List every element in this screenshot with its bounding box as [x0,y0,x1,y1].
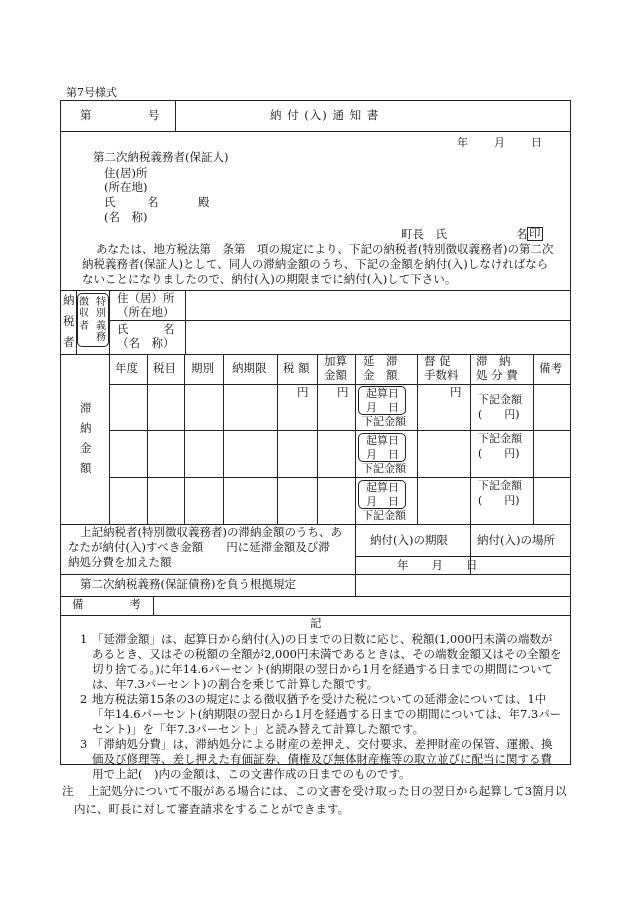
unit-yen-tax: 円 [297,385,309,399]
arrears-column-line [109,354,110,524]
footer-note-prefix: 注 [62,784,74,798]
seal-mark: 印 [529,226,541,240]
column-header-delinquency-2: 金 額 [363,368,398,382]
payment-deadline-date: 年 月 日 [397,558,478,572]
special-collector-col-4: 者 [79,321,89,332]
column-header-due-date: 納期限 [232,361,267,375]
payment-deadline-label: 納付(入)の期限 [370,533,448,547]
arrears-side-char-4: 額 [80,461,92,475]
arrears-row-line-2 [109,477,570,478]
note-2-line-3: セント)」を「年7.3パーセント」と読み替えて計算した額です。 [92,722,425,736]
arrears-column-line [184,354,185,524]
note-2-line-1: 地方税法第15条の3の規定による徴収猶予を受けた税についての延滞金については、1中 [92,692,547,706]
payment-summary-line-1: 上記納税者(特別徴収義務者)の滞納金額のうち、あ [80,525,342,539]
note-1-line-1: 「延滞金額」は、起算日から納付(入)の日までの日数に応じ、税額(1,000円未満の端数が [92,632,553,646]
taxpayer-label-char-3: 者 [63,335,75,349]
arrears-side-char-2: 納 [80,421,92,435]
intro-line-1: あなたは、地方税法第 条第 項の規定により、下記の納税者(特別徴収義務者)の第二次 [96,242,554,256]
number-go-label: 号 [148,108,160,122]
arrears-column-line [470,354,471,524]
disposition-amount-label: 下記金額 [478,432,522,445]
issuer-name-suffix: 名 [516,227,528,241]
payment-place-label: 納付(入)の場所 [477,533,555,547]
taxpayer-address-sub: （所在地） [117,305,175,319]
accrual-amount-label: 下記金額 [362,415,406,428]
arrears-column-line [533,354,534,524]
issue-date-day: 日 [531,136,542,149]
arrears-column-line [317,354,318,524]
unit-yen-reminder: 円 [450,385,462,399]
column-header-tax-amount: 税 額 [283,361,310,375]
column-header-period: 期別 [191,361,214,375]
column-header-reminder-2: 手数料 [424,368,459,382]
addressee-name-b: 名 [147,195,159,209]
accrual-month-day: 月 日 [366,448,399,461]
addressee-address-sub: (所在地) [104,180,148,194]
intro-line-2: 納税義務者(保証人)として、同人の滞納金額のうち、下記の金額を納付(入)しなければなら [82,257,549,271]
note-2-number: 2 [80,692,88,706]
column-header-additional-2: 金額 [324,368,347,382]
document-title: 納 付 (入) 通 知 書 [270,108,380,122]
remarks-label: 備 考 [72,597,141,611]
taxpayer-name-label: 氏 名 [117,322,175,336]
disposition-amount-value: ( 円) [478,494,520,507]
special-collector-col-1: 特別 [96,297,106,319]
payment-divider [355,524,356,574]
arrears-column-line [147,354,148,524]
column-header-remarks: 備考 [539,361,562,375]
column-header-additional-1: 加算 [324,354,347,368]
intro-line-3: ないことになりましたので、納付(入)の期限までに納付(入)して下さい。 [82,272,457,286]
column-header-fiscal-year: 年度 [115,361,138,375]
note-3-number: 3 [80,737,88,751]
addressee-role: 第二次納税義務者(保証人) [93,150,229,164]
addressee-name-sub: (名 称) [104,210,148,224]
taxpayer-name-sub: （名 称） [117,336,175,350]
taxpayer-middle-line [109,320,570,321]
column-header-disposition-1: 滞 納 [476,354,511,368]
note-3-line-3: 用で上記( )内の金額は、この文書作成の日までのものです。 [92,767,411,781]
unit-yen-additional: 円 [337,385,349,399]
issuer-title: 町長 氏 [401,227,447,241]
issue-date-year: 年 [457,136,468,149]
accrual-amount-label: 下記金額 [362,509,406,522]
arrears-column-line [355,354,356,524]
basis-label: 第二次納税義務(保証債務)を負う根拠規定 [80,577,296,591]
special-collector-col-3: 義務 [96,321,106,343]
remarks-divider [153,596,154,615]
taxpayer-label-char-2: 税 [63,314,75,328]
payment-summary-line-3: 納処分費を加えた額 [68,555,172,569]
column-header-delinquency-1: 延 滞 [363,354,398,368]
arrears-column-line [223,354,224,524]
accrual-month-day: 月 日 [366,401,399,414]
number-dai-label: 第 [80,108,92,122]
header-column-divider [175,101,176,131]
addressee-honorific: 殿 [198,195,210,209]
note-1-line-4: は、年7.3パーセント)の割合を乗じて計算した額です。 [92,677,379,691]
payment-deadline-line [355,556,570,557]
note-2-line-2: 「年14.6パーセント(納期限の翌日から1月を経過する日までの期間については、年7.3パー [92,707,562,721]
accrual-start-label: 起算日 [366,434,399,447]
arrears-column-line [417,354,418,524]
issue-date-month: 月 [494,136,505,149]
arrears-column-line [277,354,278,524]
header-divider [60,131,570,132]
arrears-row-line-1 [109,430,570,431]
accrual-month-day: 月 日 [366,495,399,508]
column-header-disposition-2: 処 分 費 [476,368,518,382]
disposition-amount-label: 下記金額 [478,479,522,492]
addressee-name-a: 氏 [104,195,116,209]
payment-summary-line-2: なたが納付(入)すべき金額 円に延滞金額及び滞 [68,540,330,554]
accrual-start-label: 起算日 [366,481,399,494]
basis-divider [355,574,356,596]
column-header-reminder-1: 督 促 [424,354,451,368]
note-1-line-3: 切り捨てる。)に年14.6パーセント(納期限の翌日から1月を経過する日までの期間について [92,662,554,676]
notes-heading: 記 [310,616,322,630]
note-3-line-2: 価及び修理等、差し押えた有価証券、債権及び無体財産権等の取立並びに配当に関する費 [92,752,552,766]
disposition-amount-value: ( 円) [478,408,520,421]
note-3-line-1: 「滞納処分費」は、滞納処分による財産の差押え、交付要求、差押財産の保管、運搬、換 [92,737,553,751]
accrual-amount-label: 下記金額 [362,462,406,475]
footer-note-line-2: 内に、町長に対して審査請求をすることができます。 [74,802,350,816]
note-1-number: 1 [80,632,88,646]
disposition-amount-label: 下記金額 [478,393,522,406]
special-collector-col-2: 徴収 [79,297,89,319]
footer-note-line-1: 上記処分について不服がある場合には、この文書を受け取った日の翌日から起算して3箇月以 [88,784,567,798]
arrears-side-char-3: 金 [80,441,92,455]
disposition-amount-value: ( 円) [478,447,520,460]
taxpayer-label-char-1: 納 [63,293,75,307]
accrual-start-label: 起算日 [366,387,399,400]
taxpayer-sub-divider [109,290,110,354]
payment-bottom-line [60,574,570,575]
form-id: 第7号様式 [66,86,117,99]
arrears-side-char-1: 滞 [80,401,92,415]
taxpayer-value-divider [185,290,186,354]
addressee-address-label: 住(居)所 [104,166,148,180]
note-1-line-2: あるとき、又はその税額の全額が2,000円未満であるときは、その端数金額又はその全額を [92,647,562,661]
column-header-tax-item: 税目 [153,361,176,375]
taxpayer-address-label: 住（居）所 [117,291,175,305]
